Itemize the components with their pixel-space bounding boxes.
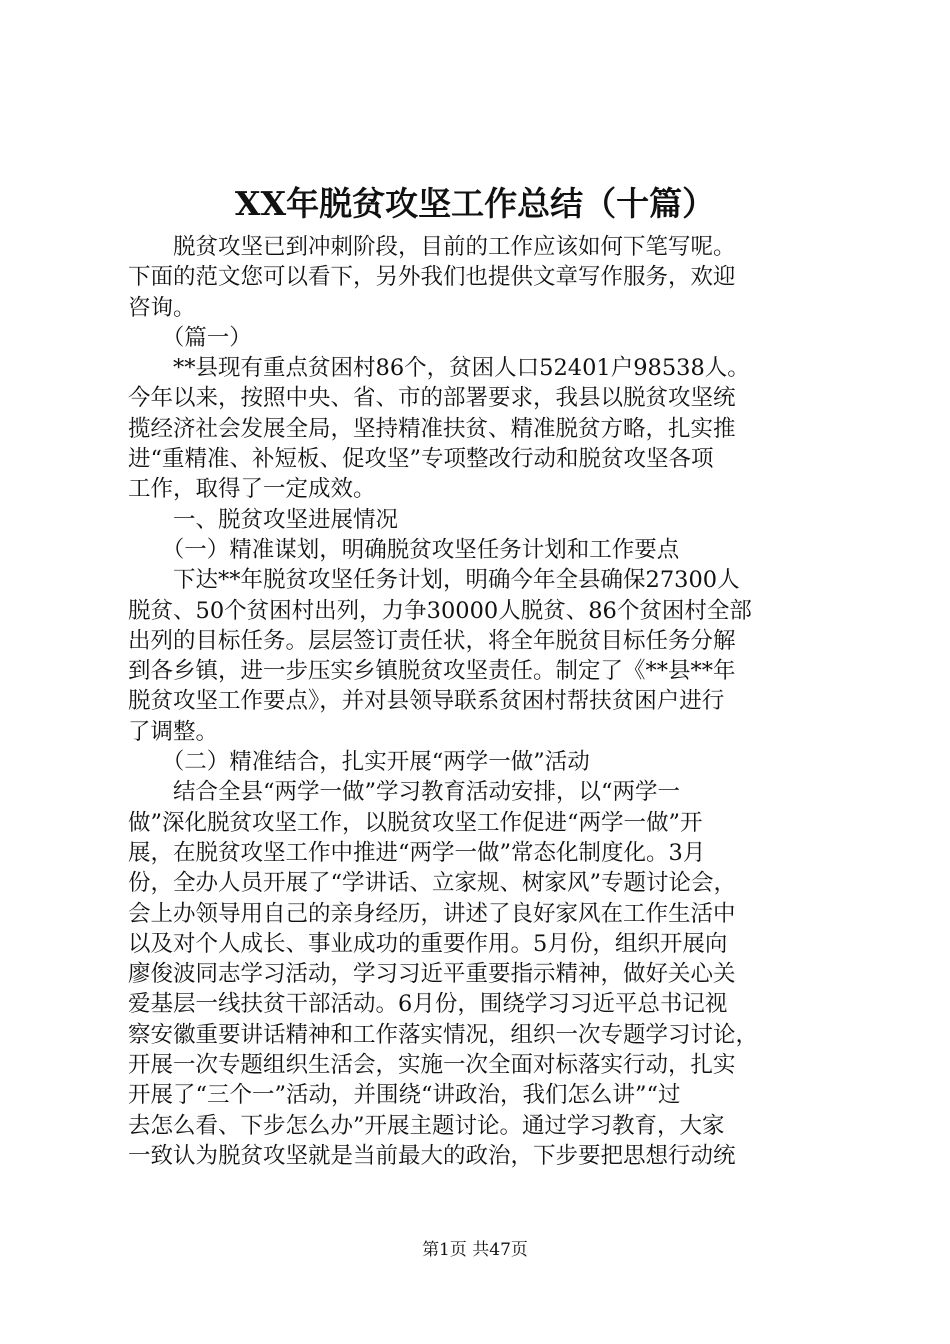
body-line: 以及对个人成长、事业成功的重要作用。5月份，组织开展向 (128, 930, 728, 957)
body-line: 今年以来，按照中央、省、市的部署要求，我县以脱贫攻坚统 (128, 385, 736, 412)
document-body (128, 232, 834, 1171)
body-line: （一）精准谋划，明确脱贫攻坚任务计划和工作要点 (128, 536, 680, 563)
body-line: （篇一） (128, 324, 252, 351)
body-line: 份，全办人员开展了“学讲话、立家规、树家风”专题讨论会， (128, 870, 737, 897)
body-line: 到各乡镇，进一步压实乡镇脱贫攻坚责任。制定了《**县**年 (128, 658, 736, 685)
body-line: 脱贫攻坚工作要点》，并对县领导联系贫困村帮扶贫困户进行 (128, 688, 725, 715)
body-line: 开展了“三个一”活动，并围绕“讲政治，我们怎么讲”“过 (128, 1082, 681, 1109)
page-footer: 第1页 共47页 (422, 1240, 528, 1260)
body-line: 一致认为脱贫攻坚就是当前最大的政治，下步要把思想行动统 (128, 1142, 736, 1169)
body-line: 工作，取得了一定成效。 (128, 476, 376, 503)
body-line: 脱贫攻坚已到冲刺阶段，目前的工作应该如何下笔写呢。 (128, 234, 736, 260)
body-line: 爱基层一线扶贫干部活动。6月份，围绕学习习近平总书记视 (128, 991, 728, 1018)
body-line: 咨询。 (128, 294, 196, 321)
body-line: 出列的目标任务。层层签订责任状，将全年脱贫目标任务分解 (128, 627, 736, 654)
body-line: 脱贫、50个贫困村出列，力争30000人脱贫、86个贫困村全部 (128, 597, 752, 624)
body-line: 廖俊波同志学习活动，学习习近平重要指示精神，做好关心关 (128, 961, 736, 988)
body-line: 进“重精准、补短板、促攻坚”专项整改行动和脱贫攻坚各项 (128, 446, 714, 473)
body-line: 一、脱贫攻坚进展情况 (128, 506, 399, 533)
body-line: 揽经济社会发展全局，坚持精准扶贫、精准脱贫方略，扎实推 (128, 415, 736, 442)
body-line: （二）精准结合，扎实开展“两学一做”活动 (128, 749, 590, 776)
body-line: 开展一次专题组织生活会，实施一次全面对标落实行动，扎实 (128, 1052, 736, 1079)
body-line: 下面的范文您可以看下，另外我们也提供文章写作服务，欢迎 (128, 264, 736, 291)
body-line: 去怎么看、下步怎么办”开展主题讨论。通过学习教育，大家 (128, 1112, 725, 1139)
document-title: XX年脱贫攻坚工作总结（十篇） (234, 184, 716, 223)
body-line: 展，在脱贫攻坚工作中推进“两学一做”常态化制度化。3月 (128, 839, 706, 866)
body-line: 察安徽重要讲话精神和工作落实情况，组织一次专题学习讨论， (128, 1021, 759, 1048)
body-line: 会上办领导用自己的亲身经历，讲述了良好家风在工作生活中 (128, 900, 736, 927)
body-line: 了调整。 (128, 718, 219, 745)
body-line: 做”深化脱贫攻坚工作，以脱贫攻坚工作促进“两学一做”开 (128, 809, 703, 836)
body-line: 结合全县“两学一做”学习教育活动安排，以“两学一 (128, 779, 681, 806)
body-line: **县现有重点贫困村86个，贫困人口52401户98538人。 (128, 355, 750, 382)
body-line: 下达**年脱贫攻坚任务计划，明确今年全县确保27300人 (128, 567, 740, 594)
